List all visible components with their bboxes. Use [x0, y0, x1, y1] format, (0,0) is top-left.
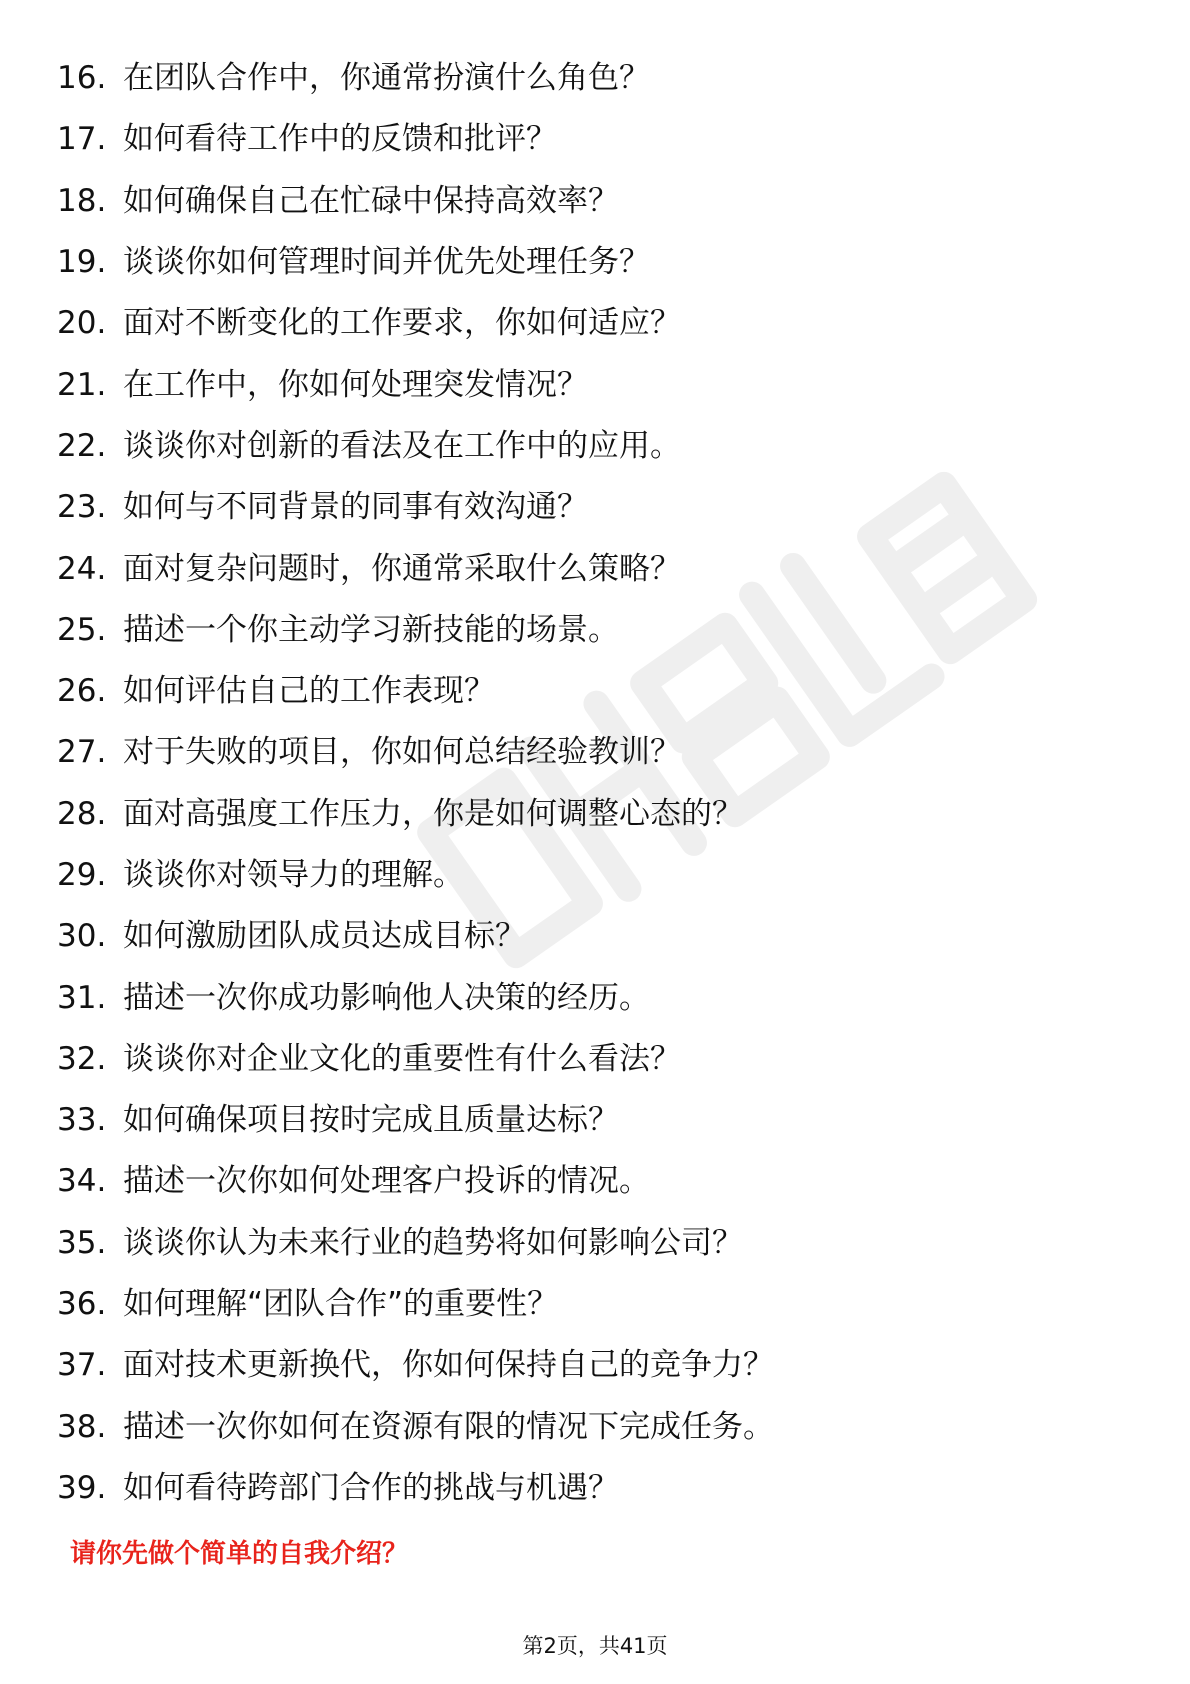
- question-number: 16.: [57, 60, 107, 97]
- question-text: 描述一个你主动学习新技能的场景。: [123, 611, 619, 648]
- page-footer: 第2页，共41页: [522, 1634, 668, 1658]
- question-item: [57, 293, 1137, 354]
- question-text: 面对技术更新换代，你如何保持自己的竞争力？: [123, 1347, 774, 1384]
- question-number: 27.: [57, 734, 107, 771]
- question-number: 29.: [57, 857, 107, 893]
- question-number: 28.: [57, 795, 107, 832]
- question-item: [57, 967, 1137, 1028]
- question-item: [57, 1274, 1137, 1335]
- question-number: 25.: [57, 611, 107, 648]
- question-item: [57, 354, 1137, 415]
- question-item: [57, 661, 1137, 722]
- question-number: 32.: [57, 1040, 107, 1077]
- question-text: 如何与不同背景的同事有效沟通？: [123, 489, 588, 526]
- question-number: 26.: [57, 673, 107, 710]
- question-number: 23.: [57, 489, 107, 526]
- question-text: 谈谈你认为未来行业的趋势将如何影响公司？: [123, 1224, 743, 1261]
- question-text: 对于失败的项目，你如何总结经验教训？: [123, 734, 681, 771]
- question-number: 39.: [57, 1469, 107, 1506]
- question-text: 描述一次你如何处理客户投诉的情况。: [123, 1163, 650, 1200]
- question-item: [57, 1397, 1137, 1458]
- question-number: 20.: [57, 305, 107, 342]
- question-text: 面对不断变化的工作要求，你如何适应？: [123, 305, 681, 342]
- question-text: 谈谈你如何管理时间并优先处理任务？: [123, 244, 650, 281]
- question-text: 谈谈你对企业文化的重要性有什么看法？: [123, 1040, 681, 1077]
- question-item: [57, 784, 1137, 845]
- question-item: [57, 906, 1137, 967]
- question-item: [57, 1151, 1137, 1212]
- question-number: 17.: [57, 121, 107, 158]
- question-text: 在工作中，你如何处理突发情况？: [123, 366, 588, 403]
- question-text: 如何确保项目按时完成且质量达标？: [123, 1102, 619, 1139]
- question-item: [57, 232, 1137, 293]
- question-number: 19.: [57, 244, 107, 281]
- question-item: [57, 416, 1137, 477]
- question-item: [57, 1458, 1137, 1519]
- question-number: 36.: [57, 1286, 107, 1323]
- question-number: 31.: [57, 979, 107, 1016]
- question-number: 34.: [57, 1163, 107, 1200]
- question-text: 如何理解“团队合作”的重要性？: [123, 1286, 559, 1323]
- question-number: 22.: [57, 427, 107, 464]
- question-number: 21.: [57, 366, 107, 403]
- question-item: [57, 600, 1137, 661]
- question-text: 谈谈你对领导力的理解。: [123, 857, 464, 893]
- question-text: 描述一次你如何在资源有限的情况下完成任务。: [123, 1408, 774, 1445]
- question-text: 如何看待工作中的反馈和批评？: [123, 121, 557, 158]
- question-item: [57, 171, 1137, 232]
- question-item: [57, 477, 1137, 538]
- question-text: 面对复杂问题时，你通常采取什么策略？: [123, 550, 681, 587]
- question-number: 37.: [57, 1347, 107, 1384]
- question-item: [57, 538, 1137, 599]
- question-item: [57, 109, 1137, 170]
- question-number: 38.: [57, 1408, 107, 1445]
- question-text: 在团队合作中，你通常扮演什么角色？: [123, 60, 650, 97]
- question-text: 如何评估自己的工作表现？: [123, 673, 495, 710]
- highlight-question: 请你先做个简单的自我介绍？: [70, 1539, 409, 1569]
- question-text: 如何激励团队成员达成目标？: [123, 918, 526, 955]
- question-text: 描述一次你成功影响他人决策的经历。: [123, 979, 650, 1016]
- question-number: 30.: [57, 918, 107, 955]
- question-text: 谈谈你对创新的看法及在工作中的应用。: [123, 427, 681, 464]
- question-text: 面对高强度工作压力，你是如何调整心态的？: [123, 795, 743, 832]
- question-item: [57, 48, 1137, 109]
- question-item: [57, 1029, 1137, 1090]
- question-number: 24.: [57, 550, 107, 587]
- question-text: 如何看待跨部门合作的挑战与机遇？: [123, 1469, 619, 1506]
- question-number: 35.: [57, 1224, 107, 1261]
- question-item: [57, 1213, 1137, 1274]
- question-item: [57, 1090, 1137, 1151]
- question-number: 33.: [57, 1102, 107, 1139]
- question-item: [57, 722, 1137, 783]
- question-number: 18.: [57, 182, 107, 219]
- question-item: [57, 1335, 1137, 1396]
- question-text: 如何确保自己在忙碌中保持高效率？: [123, 182, 619, 219]
- question-item: [57, 845, 1137, 906]
- question-list: [57, 48, 1137, 1519]
